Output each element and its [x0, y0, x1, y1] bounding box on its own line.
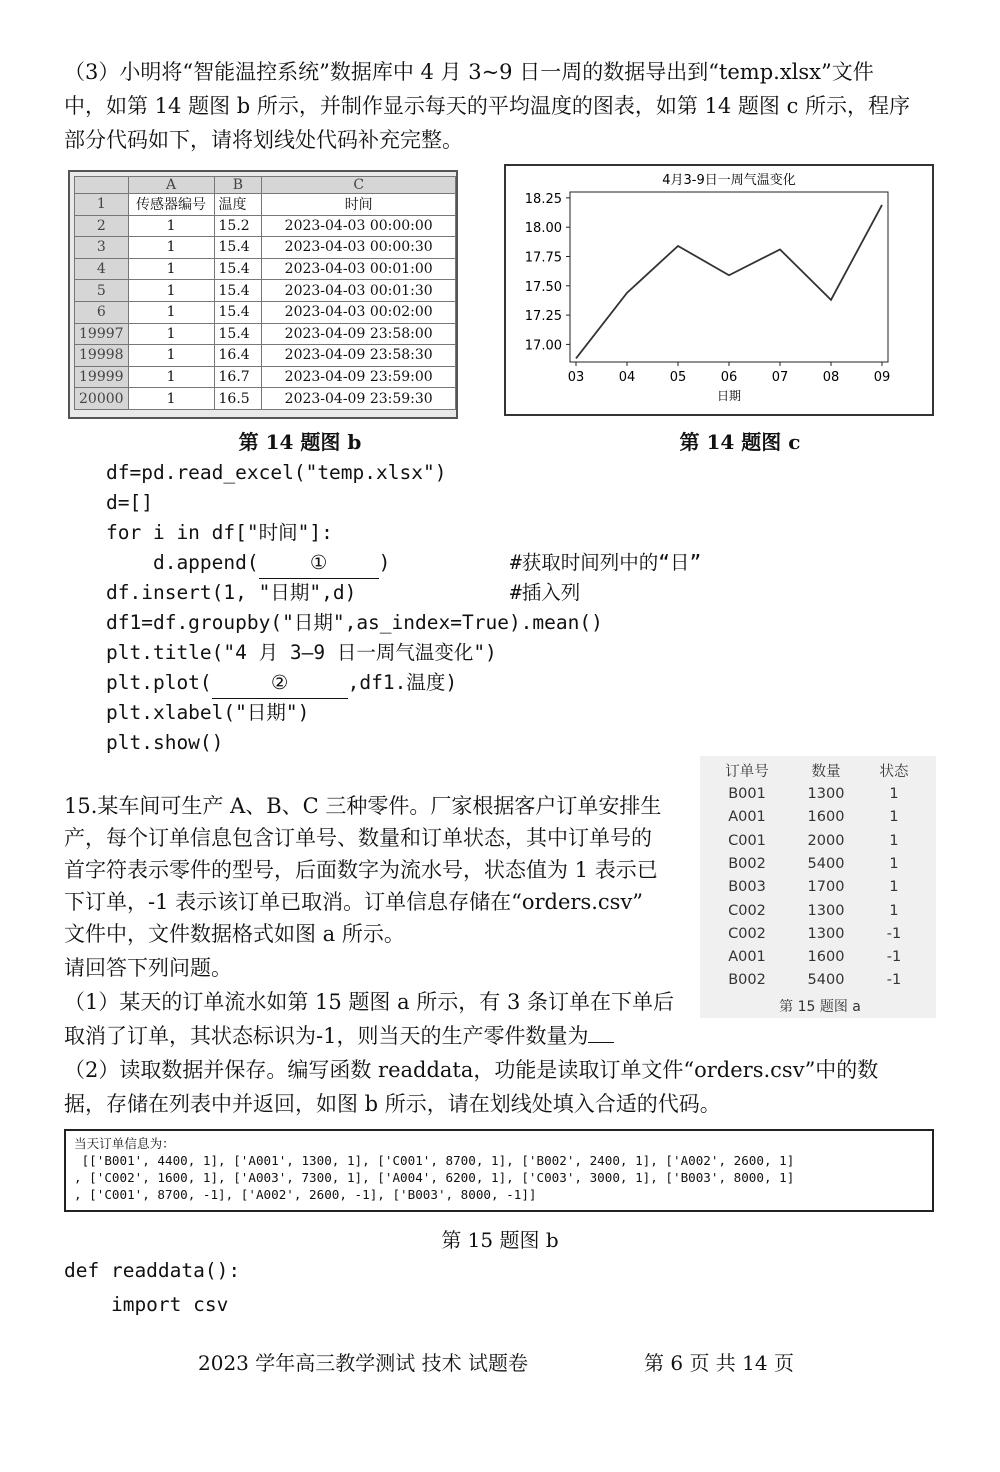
- code-comment: #插入列: [510, 581, 581, 604]
- order-quantity: 1300: [807, 902, 845, 919]
- temperature-cell: 15.4: [214, 301, 262, 323]
- output-line: , ['C001', 8700, -1], ['A002', 2600, -1], ['B003', 8000, -1]]: [74, 1187, 537, 1202]
- caption-fig14b: 第 14 题图 b: [238, 430, 362, 454]
- order-status: 1: [889, 832, 899, 849]
- row-number: 19998: [75, 345, 129, 367]
- q15-text-line: 据，存储在列表中并返回，如图 b 所示，请在划线处填入合适的代码。: [64, 1092, 721, 1116]
- temperature-series-line: [576, 205, 882, 359]
- row-number: 2: [75, 215, 129, 237]
- code-line: for i in df["时间"]:: [106, 521, 333, 544]
- row-number: 1: [75, 194, 129, 216]
- sensor-id-cell: 1: [128, 215, 214, 237]
- sensor-id-cell: 1: [128, 258, 214, 280]
- row-number: 19997: [75, 323, 129, 345]
- temperature-cell: 15.4: [214, 323, 262, 345]
- time-cell: 2023-04-09 23:59:00: [262, 366, 456, 388]
- code-line: df.insert(1, "日期",d): [106, 581, 357, 604]
- output-line: 当天订单信息为：: [74, 1136, 175, 1151]
- answer-blank-1[interactable]: ①: [259, 548, 379, 579]
- time-cell: 2023-04-09 23:58:30: [262, 345, 456, 367]
- code-line: df=pd.read_excel("temp.xlsx"): [106, 461, 447, 484]
- caption-fig15b: 第 15 题图 b: [441, 1228, 559, 1252]
- time-cell: 2023-04-03 00:02:00: [262, 301, 456, 323]
- excel-row: [75, 366, 456, 388]
- x-tick-label: 05: [669, 370, 687, 385]
- sensor-id-cell: 1: [128, 323, 214, 345]
- row-number: 6: [75, 301, 129, 323]
- footer-page: 第 6 页 共 14 页: [644, 1351, 794, 1375]
- orders-header: 状态: [879, 764, 909, 780]
- header-cell: 时间: [262, 194, 456, 216]
- x-tick-label: 03: [567, 370, 585, 385]
- y-tick-label: 17.75: [524, 250, 562, 266]
- y-tick-label: 17.00: [524, 338, 562, 354]
- temperature-cell: 16.7: [214, 366, 262, 388]
- row-number: 19999: [75, 366, 129, 388]
- footer-title: 2023 学年高三教学测试 技术 试题卷: [198, 1351, 528, 1375]
- order-status: 1: [889, 855, 899, 872]
- code-line: import csv: [64, 1293, 229, 1316]
- orders-header: 订单号: [725, 764, 769, 780]
- order-id: C002: [728, 902, 766, 919]
- output-line: [['B001', 4400, 1], ['A001', 1300, 1], ['C001', 8700, 1], ['B002', 2400, 1], ['A002', 2600, 1]: [74, 1153, 795, 1168]
- temperature-cell: 15.4: [214, 258, 262, 280]
- time-cell: 2023-04-03 00:00:30: [262, 237, 456, 259]
- code-line: d=[]: [106, 491, 153, 514]
- row-number: 3: [75, 237, 129, 259]
- sensor-id-cell: 1: [128, 301, 214, 323]
- col-letter: C: [262, 177, 456, 194]
- excel-row: [75, 388, 456, 410]
- temperature-cell: 15.2: [214, 215, 262, 237]
- corner-cell: [75, 177, 129, 194]
- order-id: B002: [728, 855, 766, 872]
- program-output-box: [64, 1129, 934, 1212]
- order-id: A001: [728, 949, 766, 966]
- order-quantity: 1300: [807, 786, 845, 802]
- y-tick-label: 17.25: [524, 309, 562, 325]
- code-text: ): [378, 551, 391, 574]
- header-cell: 温度: [214, 194, 262, 216]
- answer-blank-q15-1[interactable]: [588, 1042, 614, 1043]
- orders-figure: [700, 756, 936, 1018]
- code-line: def readdata():: [64, 1259, 241, 1282]
- col-letter: A: [128, 177, 214, 194]
- order-id: B002: [728, 972, 766, 989]
- q14-text-line2: 中，如第 14 题图 b 所示，并制作显示每天的平均温度的图表，如第 14 题图 c 所示，程序: [64, 94, 911, 118]
- answer-blank-2[interactable]: ②: [212, 668, 348, 699]
- code-line-append: [106, 548, 390, 579]
- temperature-cell: 16.4: [214, 345, 262, 367]
- header-cell: 传感器编号: [128, 194, 214, 216]
- q15-text-line: 首字符表示零件的型号，后面数字为流水号，状态值为 1 表示已: [64, 858, 658, 882]
- excel-row: [75, 215, 456, 237]
- excel-row: [75, 345, 456, 367]
- caption-fig15a: 第 15 题图 a: [779, 999, 861, 1015]
- sensor-id-cell: 1: [128, 388, 214, 410]
- col-letter: B: [214, 177, 262, 194]
- x-tick-label: 06: [720, 370, 738, 385]
- code-line: plt.xlabel("日期"): [106, 701, 310, 724]
- row-number: 5: [75, 280, 129, 302]
- x-tick-label: 09: [873, 370, 891, 385]
- order-id: B003: [728, 879, 766, 896]
- y-tick-label: 18.00: [524, 221, 562, 237]
- code-text: d.append(: [106, 551, 259, 574]
- order-status: -1: [886, 925, 902, 942]
- time-cell: 2023-04-09 23:59:30: [262, 388, 456, 410]
- row-number: 20000: [75, 388, 129, 410]
- order-status: 1: [889, 879, 899, 896]
- order-status: -1: [886, 972, 902, 989]
- order-status: 1: [889, 902, 899, 919]
- excel-row: [75, 258, 456, 280]
- time-cell: 2023-04-03 00:00:00: [262, 215, 456, 237]
- temperature-cell: 15.4: [214, 237, 262, 259]
- x-tick-label: 04: [618, 370, 636, 385]
- sensor-id-cell: 1: [128, 237, 214, 259]
- order-quantity: 5400: [807, 972, 845, 989]
- order-status: 1: [889, 809, 899, 826]
- code-line-plot: [106, 668, 457, 699]
- time-cell: 2023-04-09 23:58:00: [262, 323, 456, 345]
- order-quantity: 5400: [807, 855, 845, 872]
- q14-text-line1: （3）小明将“智能温控系统”数据库中 4 月 3~9 日一周的数据导出到“temp.xlsx”文件: [64, 60, 874, 84]
- chart-title: 4月3-9日一周气温变化: [662, 173, 796, 188]
- y-tick-label: 17.50: [524, 279, 562, 295]
- order-status: 1: [889, 786, 899, 802]
- code-line: df1=df.groupby("日期",as_index=True).mean(): [106, 611, 603, 634]
- code-comment: #获取时间列中的“日”: [510, 551, 702, 574]
- orders-header: 数量: [811, 764, 841, 780]
- order-id: C001: [728, 832, 766, 849]
- order-status: -1: [886, 949, 902, 966]
- excel-row: [75, 323, 456, 345]
- q14-text-line3: 部分代码如下，请将划线处代码补充完整。: [64, 128, 463, 152]
- q15-text-line: （2）读取数据并保存。编写函数 readdata，功能是读取订单文件“orders.csv”中的数: [64, 1058, 879, 1082]
- excel-row: [75, 301, 456, 323]
- order-id: B001: [728, 786, 766, 802]
- code-line: plt.title("4 月 3—9 日一周气温变化"): [106, 641, 497, 664]
- code-text: ,df1.温度): [347, 671, 458, 694]
- q15-text-line: 下订单，-1 表示该订单已取消。订单信息存储在“orders.csv”: [64, 890, 644, 914]
- line-chart: [504, 164, 934, 416]
- order-quantity: 1700: [807, 879, 845, 896]
- q15-text-line: 产，每个订单信息包含订单号、数量和订单状态，其中订单号的: [64, 826, 652, 850]
- x-axis-label: 日期: [716, 389, 742, 403]
- sensor-id-cell: 1: [128, 280, 214, 302]
- order-id: A001: [728, 809, 766, 826]
- time-cell: 2023-04-03 00:01:30: [262, 280, 456, 302]
- temperature-cell: 15.4: [214, 280, 262, 302]
- output-line: , ['C002', 1600, 1], ['A003', 7300, 1], ['A004', 6200, 1], ['C003', 3000, 1], ['B003', 8000, 1]: [74, 1170, 795, 1185]
- caption-fig14c: 第 14 题图 c: [679, 430, 801, 454]
- code-line: plt.show(): [106, 731, 224, 754]
- excel-table: [74, 176, 456, 410]
- q15-text-line: （1）某天的订单流水如第 15 题图 a 所示，有 3 条订单在下单后: [64, 990, 675, 1014]
- q15-question1: [64, 1020, 614, 1052]
- time-cell: 2023-04-03 00:01:00: [262, 258, 456, 280]
- excel-row: [75, 280, 456, 302]
- q15-text-line: 请回答下列问题。: [64, 956, 232, 980]
- q15-text-line: 文件中，文件数据格式如图 a 所示。: [64, 922, 405, 946]
- q15-text-line: 15.某车间可生产 A、B、C 三种零件。厂家根据客户订单安排生: [64, 794, 662, 818]
- code-text: plt.plot(: [106, 671, 212, 694]
- order-quantity: 2000: [807, 832, 845, 849]
- x-tick-label: 07: [771, 370, 789, 385]
- q15-text: 取消了订单，其状态标识为-1，则当天的生产零件数量为: [64, 1024, 589, 1048]
- order-id: C002: [728, 925, 766, 942]
- excel-row: [75, 237, 456, 259]
- excel-screenshot: [68, 170, 458, 419]
- order-quantity: 1600: [807, 809, 845, 826]
- temperature-cell: 16.5: [214, 388, 262, 410]
- order-quantity: 1300: [807, 925, 845, 942]
- sensor-id-cell: 1: [128, 345, 214, 367]
- chart-svg: [506, 166, 932, 414]
- y-tick-label: 18.25: [524, 191, 562, 207]
- row-number: 4: [75, 258, 129, 280]
- sensor-id-cell: 1: [128, 366, 214, 388]
- x-tick-label: 08: [822, 370, 840, 385]
- plot-frame: [570, 192, 888, 362]
- order-quantity: 1600: [807, 949, 845, 966]
